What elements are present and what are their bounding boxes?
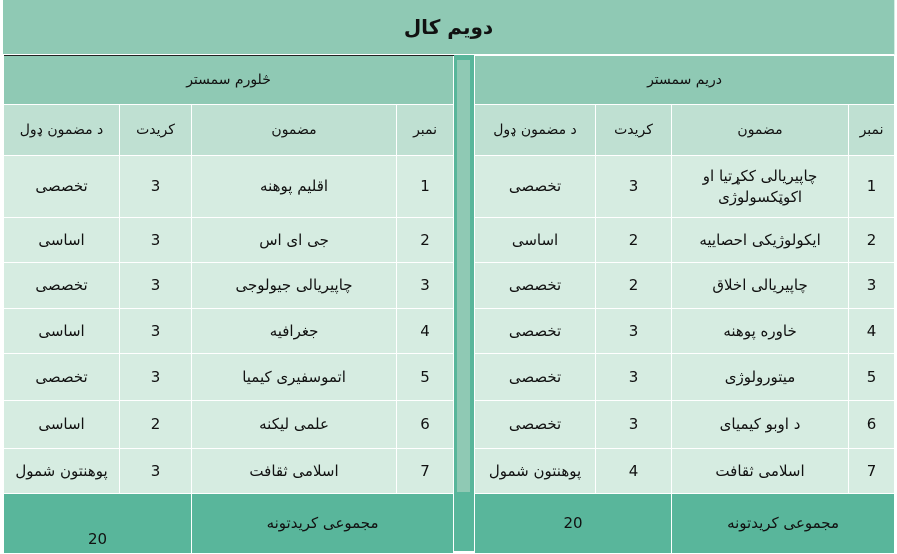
row-credit: 3 <box>596 401 672 449</box>
row-number: 5 <box>849 354 895 401</box>
row-subject-type: اساسی <box>4 309 120 354</box>
table-row <box>4 401 454 449</box>
row-number: 7 <box>397 449 454 494</box>
table-row <box>4 309 454 354</box>
semester-title: څلورم سمستر <box>4 56 454 105</box>
row-subject-type: تخصصی <box>4 354 120 401</box>
table-row <box>4 218 454 263</box>
header-credit: کریدت <box>596 105 672 156</box>
row-subject-type: تخصصی <box>475 354 596 401</box>
row-subject-type: تخصصی <box>4 156 120 218</box>
row-number: 6 <box>397 401 454 449</box>
table-row <box>4 449 454 494</box>
row-number: 3 <box>849 263 895 309</box>
row-credit: 3 <box>120 218 192 263</box>
row-credit: 3 <box>120 263 192 309</box>
row-subject-type: تخصصی <box>475 263 596 309</box>
fourth-semester-table <box>3 55 454 554</box>
row-subject: میتورولوژی <box>672 354 849 401</box>
row-credit: 2 <box>120 401 192 449</box>
row-subject-type: تخصصی <box>475 309 596 354</box>
total-credits-value: 20 <box>475 494 672 554</box>
row-number: 2 <box>849 218 895 263</box>
row-subject: اقلیم پوهنه <box>192 156 397 218</box>
row-subject: جی ای اس <box>192 218 397 263</box>
row-number: 4 <box>849 309 895 354</box>
row-subject-type: پوهنتون شمول <box>4 449 120 494</box>
row-credit: 3 <box>596 309 672 354</box>
row-number: 1 <box>397 156 454 218</box>
row-subject-type: تخصصی <box>475 401 596 449</box>
row-credit: 3 <box>120 156 192 218</box>
row-subject: جغرافیه <box>192 309 397 354</box>
row-subject: ایکولوژیکی احصاییه <box>672 218 849 263</box>
table-row <box>475 354 895 401</box>
total-credits-label: مجموعی کریدتونه <box>192 494 454 554</box>
row-subject-type: اساسی <box>4 218 120 263</box>
header-subject-type: د مضمون ډول <box>475 105 596 156</box>
header-credit: کریدت <box>120 105 192 156</box>
row-subject: اتموسفیری کیمیا <box>192 354 397 401</box>
row-credit: 3 <box>596 156 672 218</box>
table-row <box>475 309 895 354</box>
row-subject-type: تخصصی <box>4 263 120 309</box>
third-semester-table <box>474 55 895 554</box>
header-number: نمبر <box>849 105 895 156</box>
total-credits-label: مجموعی کریدتونه <box>672 494 895 554</box>
table-row <box>4 263 454 309</box>
row-credit: 2 <box>596 218 672 263</box>
total-credits-value: 20 <box>4 494 192 554</box>
semester-title: دریم سمستر <box>475 56 895 105</box>
row-credit: 3 <box>120 309 192 354</box>
row-subject: خاوره پوهنه <box>672 309 849 354</box>
row-subject: د اوبو کیمیای <box>672 401 849 449</box>
row-number: 4 <box>397 309 454 354</box>
row-subject-type: تخصصی <box>475 156 596 218</box>
row-number: 7 <box>849 449 895 494</box>
row-subject: اسلامی ثقافت <box>192 449 397 494</box>
row-subject-type: اساسی <box>4 401 120 449</box>
row-credit: 3 <box>120 449 192 494</box>
row-number: 3 <box>397 263 454 309</box>
header-subject: مضمون <box>192 105 397 156</box>
row-subject-type: اساسی <box>475 218 596 263</box>
header-subject-type: د مضمون ډول <box>4 105 120 156</box>
table-row <box>475 156 895 218</box>
table-row <box>475 218 895 263</box>
header-subject: مضمون <box>672 105 849 156</box>
row-number: 5 <box>397 354 454 401</box>
table-separator-inner <box>457 60 470 492</box>
row-subject: اسلامی ثقافت <box>672 449 849 494</box>
row-number: 6 <box>849 401 895 449</box>
table-row <box>475 263 895 309</box>
row-credit: 3 <box>120 354 192 401</box>
row-subject: چاپیریالی ککړتیا او اکوټکسولوژی <box>672 156 849 218</box>
table-row <box>4 354 454 401</box>
row-subject-type: پوهنتون شمول <box>475 449 596 494</box>
row-number: 1 <box>849 156 895 218</box>
row-credit: 2 <box>596 263 672 309</box>
row-subject: چاپیریالی جیولوجی <box>192 263 397 309</box>
row-credit: 3 <box>596 354 672 401</box>
table-row <box>475 401 895 449</box>
table-row <box>475 449 895 494</box>
table-row <box>4 156 454 218</box>
header-number: نمبر <box>397 105 454 156</box>
row-subject: علمی لیکنه <box>192 401 397 449</box>
row-subject: چاپیریالی اخلاق <box>672 263 849 309</box>
page-title: دویم کال <box>3 0 895 55</box>
row-number: 2 <box>397 218 454 263</box>
row-credit: 4 <box>596 449 672 494</box>
